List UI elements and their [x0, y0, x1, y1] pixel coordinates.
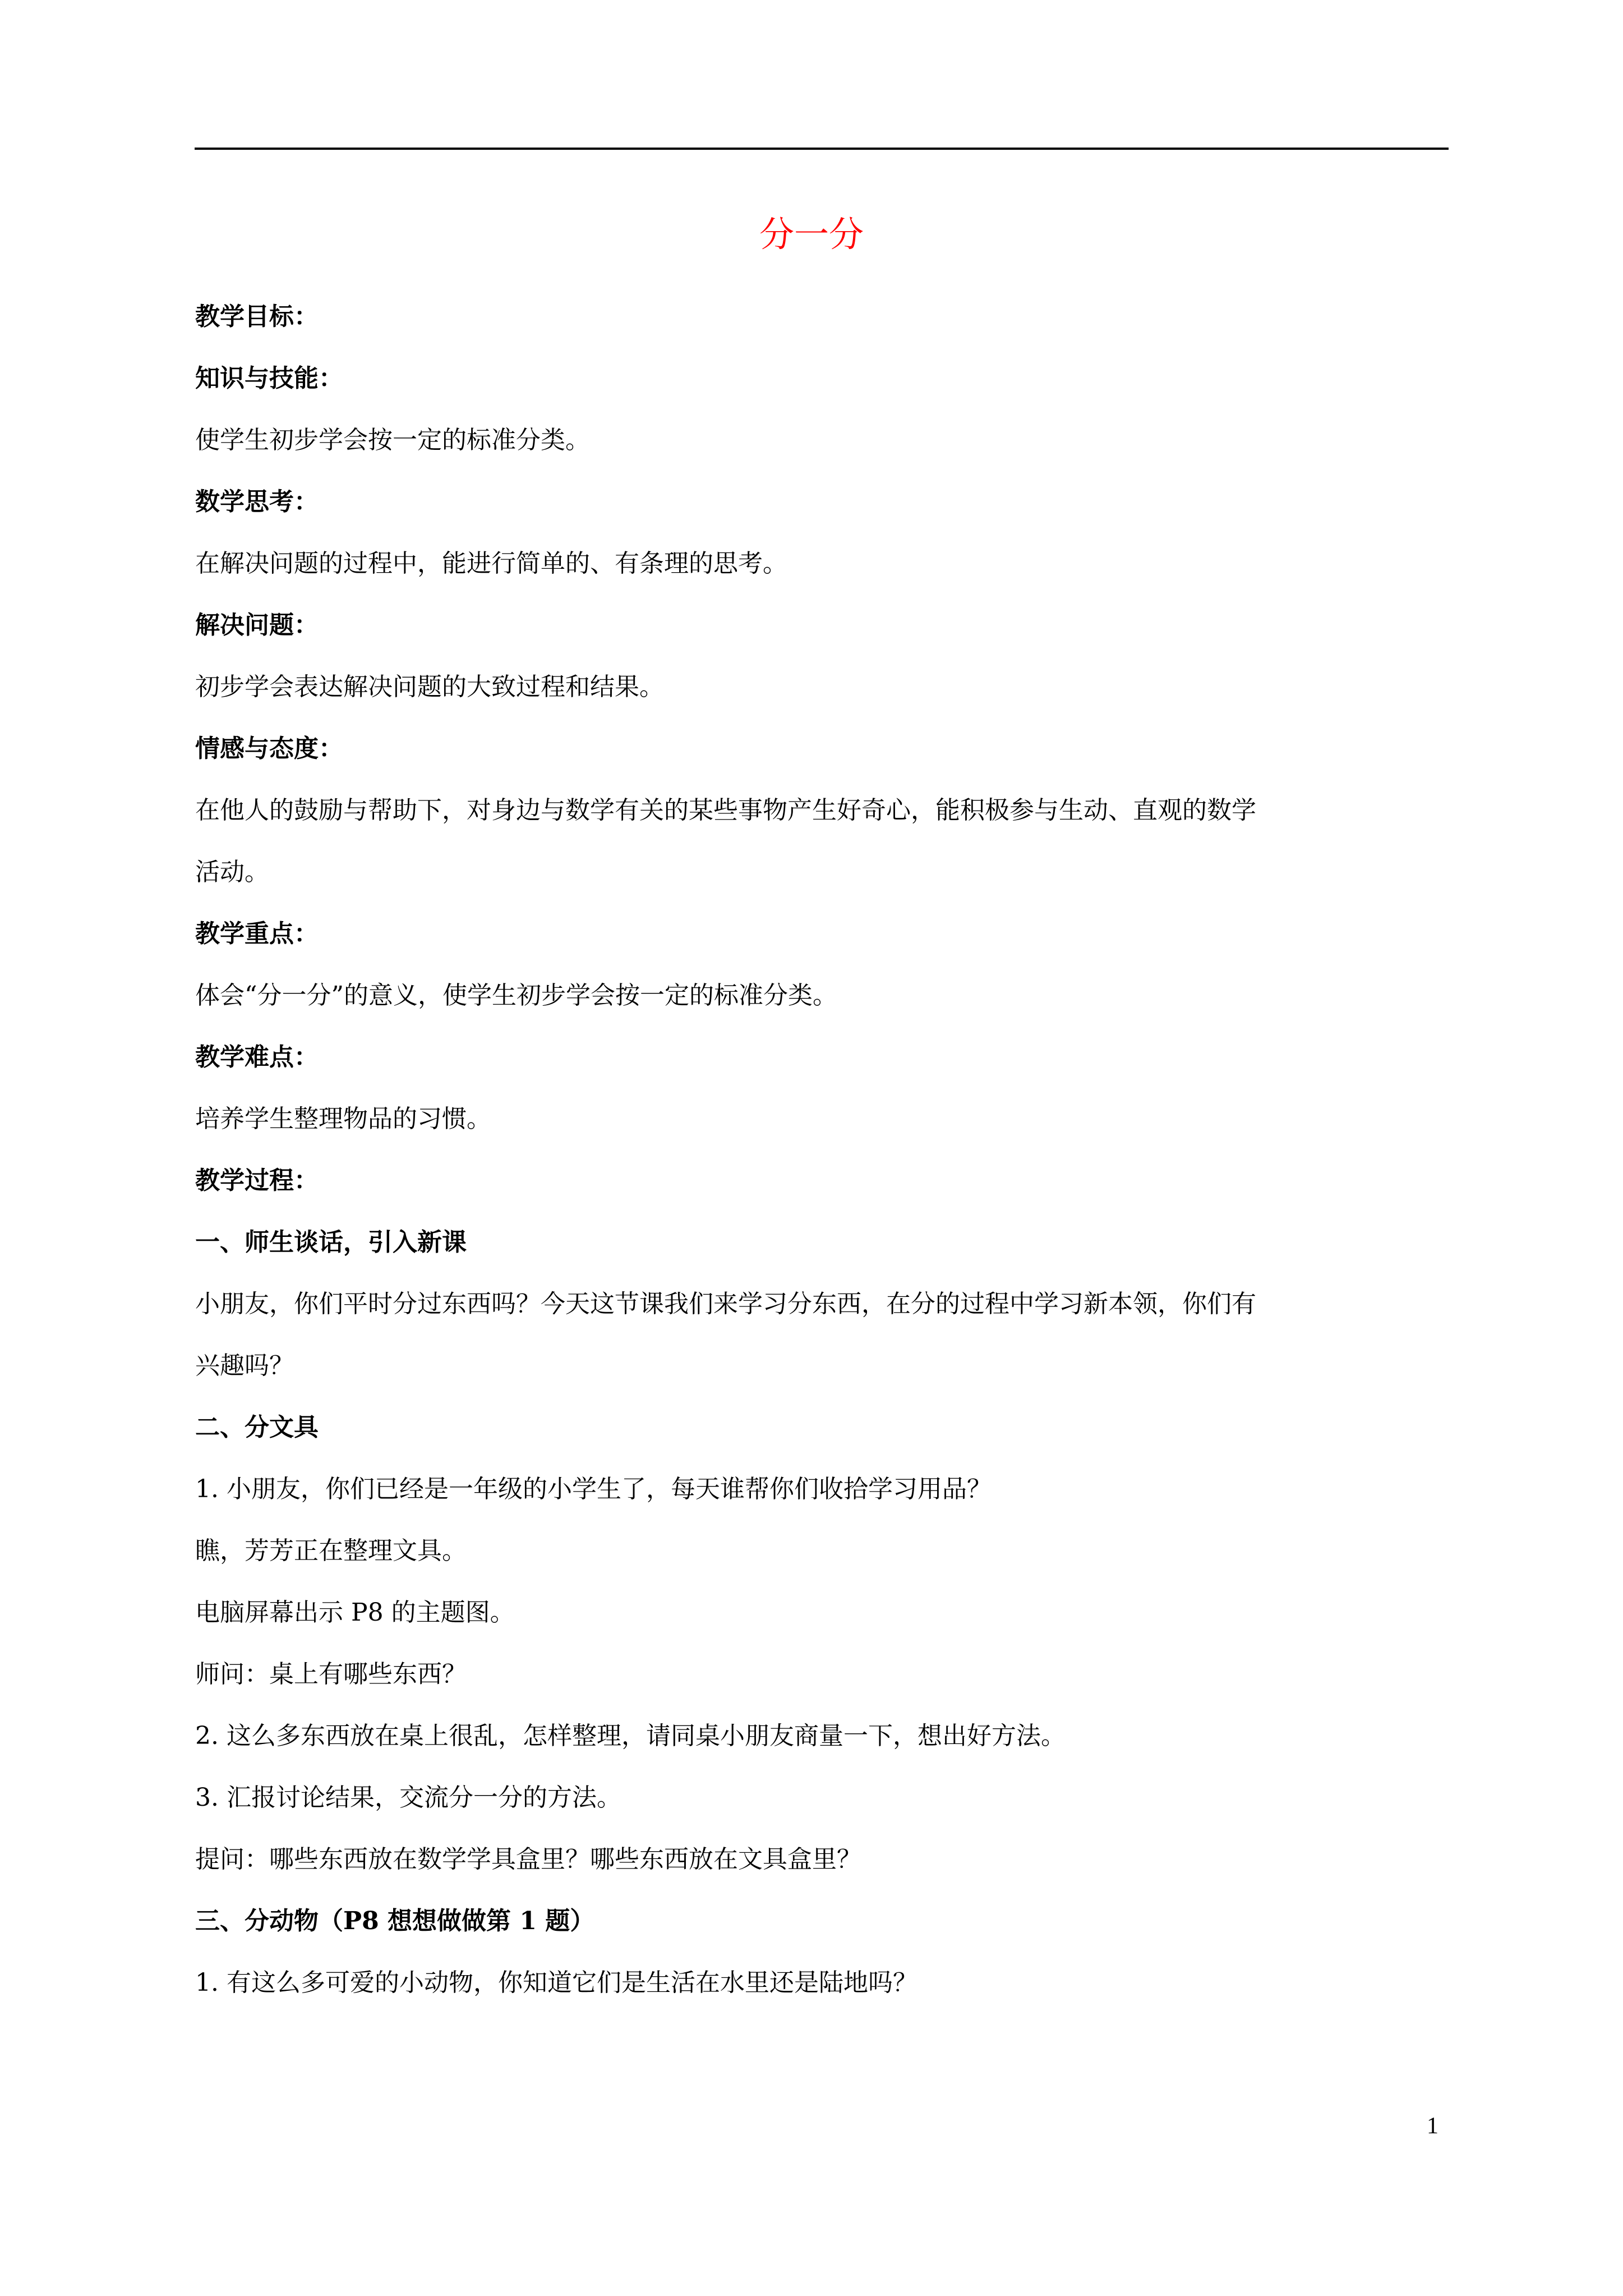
text-line: 一、师生谈话，引入新课	[195, 1228, 467, 1257]
text-line: 1. 有这么多可爱的小动物，你知道它们是生活在水里还是陆地吗？	[195, 1968, 917, 1997]
text-line: 电脑屏幕出示 P8 的主题图。	[195, 1598, 515, 1627]
text-line: 知识与技能：	[195, 364, 343, 393]
text-line: 使学生初步学会按一定的标准分类。	[195, 426, 590, 454]
text-line: 提问：哪些东西放在数学学具盒里？哪些东西放在文具盒里？	[195, 1845, 861, 1874]
text-line: 三、分动物（P8 想想做做第 1 题）	[195, 1907, 595, 1935]
text-line: 1. 小朋友，你们已经是一年级的小学生了，每天谁帮你们收拾学习用品？	[195, 1475, 992, 1503]
text-line: 教学过程：	[195, 1166, 319, 1195]
header-rule	[195, 148, 1449, 150]
page-number: 1	[1427, 2113, 1438, 2139]
text-line: 培养学生整理物品的习惯。	[195, 1105, 491, 1133]
text-line: 体会“分一分”的意义，使学生初步学会按一定的标准分类。	[195, 981, 837, 1010]
text-line: 教学目标：	[195, 302, 319, 331]
text-line: 在解决问题的过程中，能进行简单的、有条理的思考。	[195, 549, 787, 578]
text-line: 3. 汇报讨论结果，交流分一分的方法。	[195, 1783, 621, 1812]
text-line: 初步学会表达解决问题的大致过程和结果。	[195, 673, 664, 701]
text-line: 数学思考：	[195, 487, 319, 516]
text-line: 瞧，芳芳正在整理文具。	[195, 1536, 467, 1565]
text-line: 解决问题：	[195, 611, 319, 639]
text-line: 教学难点：	[195, 1043, 319, 1071]
text-line: 2. 这么多东西放在桌上很乱，怎样整理，请同桌小朋友商量一下，想出好方法。	[195, 1722, 1066, 1750]
text-line: 二、分文具	[195, 1413, 319, 1442]
text-line: 师问：桌上有哪些东西？	[195, 1660, 467, 1688]
text-line: 情感与态度：	[195, 734, 343, 763]
text-line: 小朋友，你们平时分过东西吗？今天这节课我们来学习分东西，在分的过程中学习新本领，你们有	[195, 1290, 1256, 1318]
text-line: 教学重点：	[195, 919, 319, 948]
text-line: 在他人的鼓励与帮助下，对身边与数学有关的某些事物产生好奇心，能积极参与生动、直观的数学	[195, 796, 1256, 825]
document-title: 分一分	[759, 214, 864, 255]
text-line: 兴趣吗？	[195, 1351, 294, 1380]
text-line: 活动。	[195, 858, 269, 886]
